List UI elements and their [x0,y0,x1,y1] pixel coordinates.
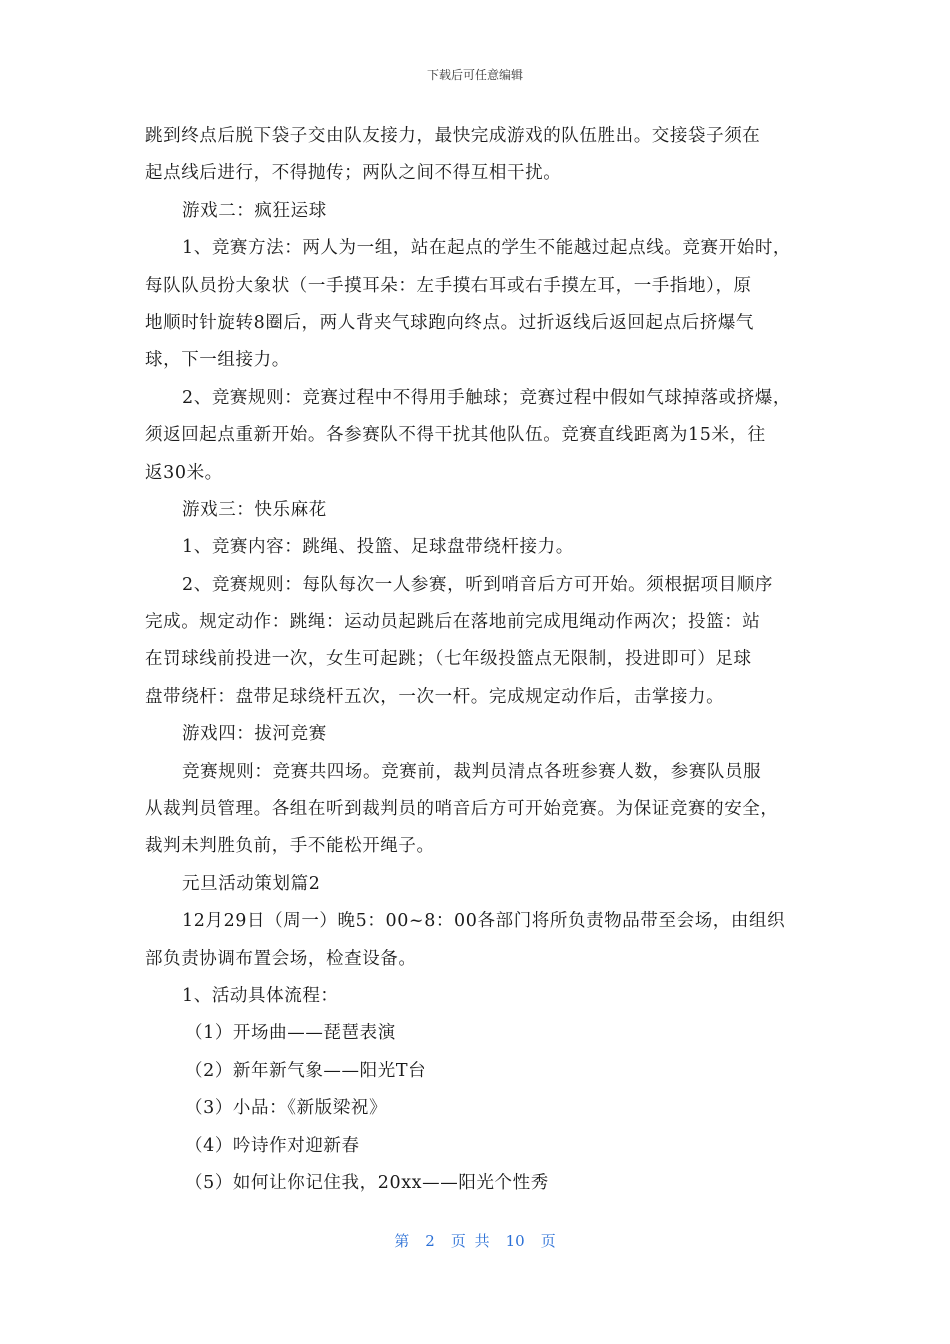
footer-suffix: 页 [540,1232,556,1250]
page-footer [0,1230,950,1251]
text-line: 12月29日（周一）晚5：00~8：00各部门将所负责物品带至会场，由组织 [182,911,786,932]
footer-total-pages: 10 [505,1232,525,1250]
text-line: 1、竞赛内容：跳绳、投篮、足球盘带绕杆接力。 [182,537,574,558]
text-line: 游戏四：拔河竞赛 [182,724,327,745]
text-line: 1、竞赛方法：两人为一组，站在起点的学生不能越过起点线。竞赛开始时， [182,238,792,259]
text-line: 球，下一组接力。 [145,350,290,371]
text-line: 竞赛规则：竞赛共四场。竞赛前，裁判员清点各班参赛人数，参赛队员服 [182,761,762,782]
text-line: （3）小品：《新版梁祝》 [185,1098,388,1119]
text-line: 跳到终点后脱下袋子交由队友接力，最快完成游戏的队伍胜出。交接袋子须在 [145,126,761,146]
text-line: （1）开场曲——琵琶表演 [185,1023,396,1044]
text-line: 起点线后进行，不得抛传；两队之间不得互相干扰。 [145,163,562,184]
text-line: 2、竞赛规则：每队每次一人参赛，听到哨音后方可开始。须根据项目顺序 [182,574,773,595]
text-line: 从裁判员管理。各组在听到裁判员的哨音后方可开始竞赛。为保证竞赛的安全， [145,799,779,820]
text-line: 返30米。 [145,462,223,483]
page-header: 下载后可任意编辑 [426,68,523,82]
footer-page-number: 2 [425,1232,435,1250]
text-line: 在罚球线前投进一次，女生可起跳；（七年级投篮点无限制，投进即可）足球 [145,649,752,670]
text-line: 裁判未判胜负前，手不能松开绳子。 [145,836,435,857]
text-line: 地顺时针旋转8圈后，两人背夹气球跑向终点。过折返线后返回起点后挤爆气 [145,312,755,333]
text-line: 2、竞赛规则：竞赛过程中不得用手触球；竞赛过程中假如气球掉落或挤爆， [182,387,792,408]
text-line: 游戏二：疯狂运球 [182,200,327,221]
text-line: 须返回起点重新开始。各参赛队不得干扰其他队伍。竞赛直线距离为15米，往 [145,425,766,446]
text-line: 每队队员扮大象状（一手摸耳朵：左手摸右耳或右手摸左耳，一手指地），原 [145,275,752,296]
text-line: （5）如何让你记住我，20xx——阳光个性秀 [185,1172,549,1193]
text-line: 完成。规定动作：跳绳：运动员起跳后在落地前完成甩绳动作两次；投篮：站 [145,612,761,633]
document-body [145,118,825,1202]
text-line: 游戏三：快乐麻花 [182,499,327,520]
footer-middle: 页 共 [450,1232,490,1250]
footer-prefix: 第 [394,1232,410,1250]
text-line: 盘带绕杆：盘带足球绕杆五次，一次一杆。完成规定动作后，击掌接力。 [145,686,725,707]
text-line: 元旦活动策划篇2 [182,873,321,894]
text-line: 部负责协调布置会场，检查设备。 [145,948,417,969]
text-line: 1、活动具体流程： [182,985,339,1006]
text-line: （4）吟诗作对迎新春 [185,1135,360,1156]
text-line: （2）新年新气象——阳光T台 [185,1060,427,1081]
